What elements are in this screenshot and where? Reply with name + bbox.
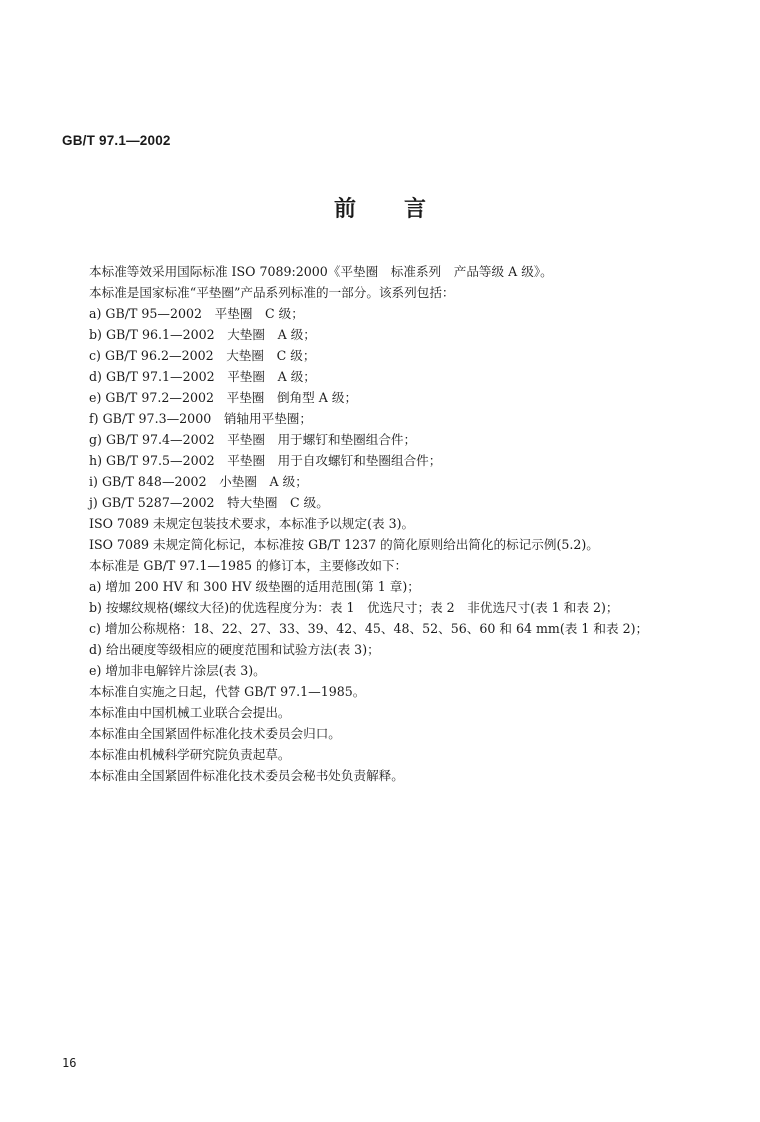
body-line: 本标准等效采用国际标准 ISO 7089:2000《平垫圈 标准系列 产品等级 A 级》。: [89, 264, 553, 279]
list-item: a) 增加 200 HV 和 300 HV 级垫圈的适用范围(第 1 章)；: [89, 579, 420, 594]
list-item: j) GB/T 5287—2002 特大垫圈 C 级。: [89, 495, 329, 510]
body-line: 本标准是国家标准“平垫圈”产品系列标准的一部分。该系列包括：: [89, 285, 455, 300]
list-item: b) 按螺纹规格(螺纹大径)的优选程度分为：表 1 优选尺寸；表 2 非优选尺寸(表 1 和表 2)；: [89, 600, 619, 615]
list-item: e) GB/T 97.2—2002 平垫圈 倒角型 A 级；: [89, 390, 358, 405]
body-line: 本标准由中国机械工业联合会提出。: [89, 705, 291, 720]
body-line: ISO 7089 未规定包装技术要求，本标准予以规定(表 3)。: [89, 516, 415, 531]
list-item: f) GB/T 97.3—2000 销轴用平垫圈；: [89, 411, 312, 426]
standard-code-header: GB/T 97.1—2002: [62, 133, 171, 148]
list-item: h) GB/T 97.5—2002 平垫圈 用于自攻螺钉和垫圈组合件；: [89, 453, 442, 468]
body-line: 本标准由全国紧固件标准化技术委员会归口。: [89, 726, 341, 741]
list-item: e) 增加非电解锌片涂层(表 3)。: [89, 663, 266, 678]
list-item: d) 给出硬度等级相应的硬度范围和试验方法(表 3)；: [89, 642, 380, 657]
page-number: 16: [62, 1056, 77, 1070]
list-item: g) GB/T 97.4—2002 平垫圈 用于螺钉和垫圈组合件；: [89, 432, 417, 447]
body-line: ISO 7089 未规定简化标记，本标准按 GB/T 1237 的简化原则给出简化的标记示例(5.2)。: [89, 537, 599, 552]
body-line: 本标准自实施之日起，代替 GB/T 97.1—1985。: [89, 684, 366, 699]
list-item: c) 增加公称规格：18、22、27、33、39、42、45、48、52、56、60 和 64 mm(表 1 和表 2)；: [89, 621, 649, 636]
list-item: b) GB/T 96.1—2002 大垫圈 A 级；: [89, 327, 316, 342]
list-item: i) GB/T 848—2002 小垫圈 A 级；: [89, 474, 308, 489]
body-line: 本标准由机械科学研究院负责起草。: [89, 747, 291, 762]
body-line: 本标准是 GB/T 97.1—1985 的修订本，主要修改如下：: [89, 558, 408, 573]
list-item: a) GB/T 95—2002 平垫圈 C 级；: [89, 306, 304, 321]
body-line: 本标准由全国紧固件标准化技术委员会秘书处负责解释。: [89, 768, 404, 783]
list-item: d) GB/T 97.1—2002 平垫圈 A 级；: [89, 369, 316, 384]
page-title: 前言: [333, 197, 474, 222]
list-item: c) GB/T 96.2—2002 大垫圈 C 级；: [89, 348, 316, 363]
